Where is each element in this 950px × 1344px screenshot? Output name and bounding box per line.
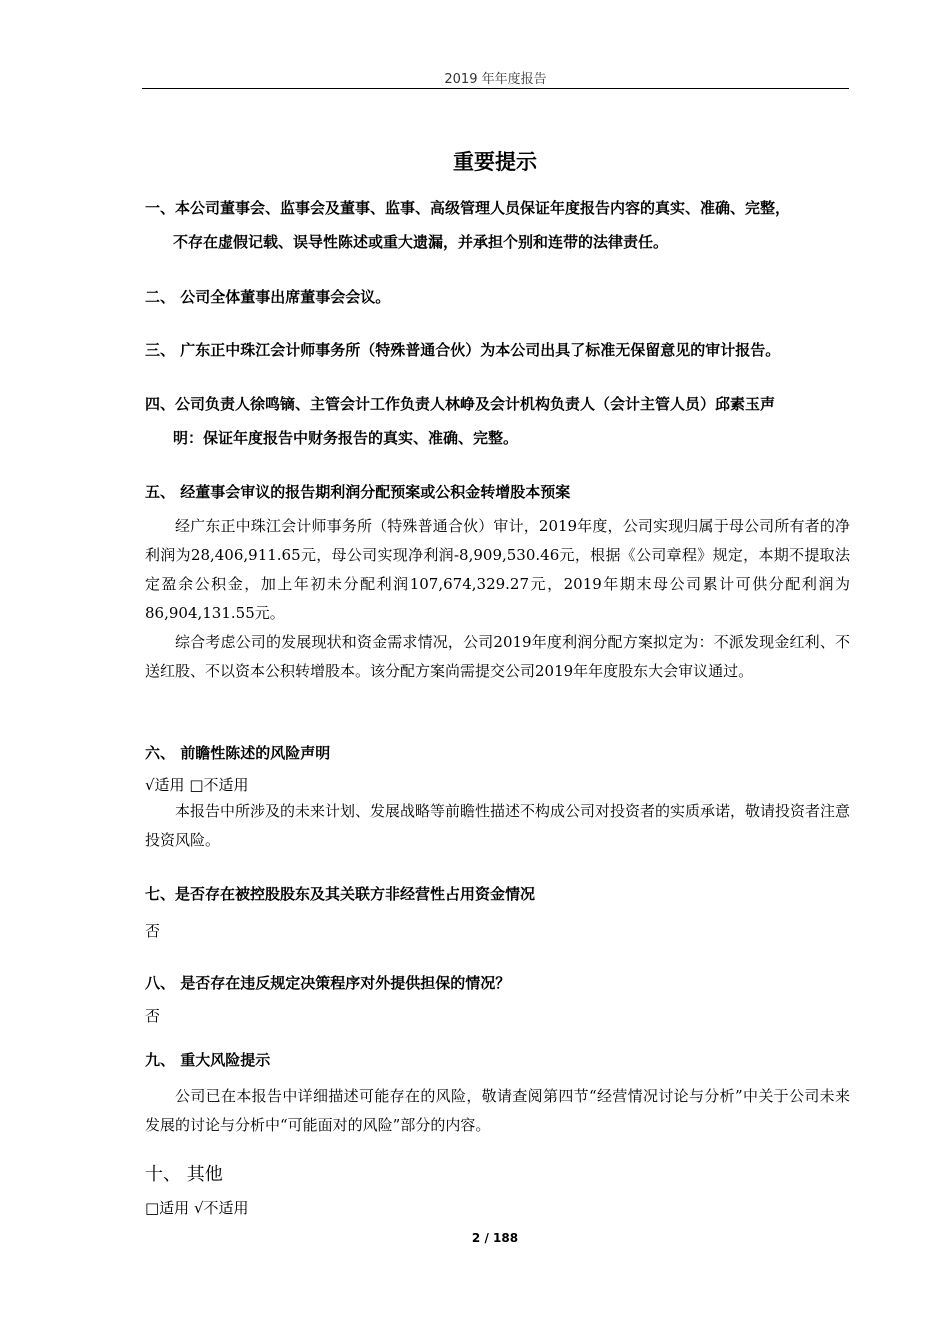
item-7-answer: 否 [145,922,161,940]
item-6-heading: 六、 前瞻性陈述的风险声明 [145,744,331,762]
page-number: 2 / 188 [471,1231,519,1245]
item-5-heading: 五、 经董事会审议的报告期利润分配预案或公积金转增股本预案 [145,483,571,501]
item-9-paragraph: 公司已在本报告中详细描述可能存在的风险，敬请查阅第四节“经营情况讨论与分析”中关于公司未来发展的讨论与分析中“可能面对的风险”部分的内容。 [145,1087,850,1134]
item-5-paragraph-1: 经广东正中珠江会计师事务所（特殊普通合伙）审计，2019年度，公司实现归属于母公司所有者的净利润为28,406,911.65元，母公司实现净利润-8,909,530.46元，根据《公司章程》规定，本期不提取法定盈余公积金，加上年初未分配利润107,674,329.27元，2019年期末母公司累计可供分配利润为86,904,131.55元。 [145,517,850,622]
item-6-applicable: √适用 □不适用 [145,776,249,794]
item-8-answer: 否 [145,1007,161,1025]
item-3: 三、 广东正中珠江会计师事务所（特殊普通合伙）为本公司出具了标准无保留意见的审计报告。 [145,341,781,359]
item-4-line-1: 四、公司负责人徐鸣镝、主管会计工作负责人林峥及会计机构负责人（会计主管人员）邱素玉声 [145,395,776,413]
item-10-applicable: □适用 √不适用 [145,1199,249,1217]
page-header: 2019 年年度报告 [444,72,547,87]
item-1-line-2: 不存在虚假记载、误导性陈述或重大遗漏，并承担个别和连带的法律责任。 [173,233,669,251]
item-8-heading: 八、 是否存在违反规定决策程序对外提供担保的情况？ [145,974,511,992]
item-4-line-2: 明：保证年度报告中财务报告的真实、准确、完整。 [173,429,519,447]
item-2: 二、 公司全体董事出席董事会会议。 [145,288,391,306]
item-6-paragraph: 本报告中所涉及的未来计划、发展战略等前瞻性描述不构成公司对投资者的实质承诺，敬请投资者注意投资风险。 [145,802,851,849]
item-9-heading: 九、 重大风险提示 [145,1051,271,1069]
item-1-line-1: 一、本公司董事会、监事会及董事、监事、高级管理人员保证年度报告内容的真实、准确、完整， [145,199,791,217]
item-10-heading: 十、 其他 [145,1164,223,1185]
item-7-heading: 七、是否存在被控股股东及其关联方非经营性占用资金情况 [145,885,536,903]
page-title: 重要提示 [453,150,537,174]
header-rule [142,88,849,89]
item-5-paragraph-2: 综合考虑公司的发展现状和资金需求情况，公司2019年度利润分配方案拟定为：不派发现金红利、不送红股、不以资本公积转增股本。该分配方案尚需提交公司2019年年度股东大会审议通过。 [145,633,850,680]
